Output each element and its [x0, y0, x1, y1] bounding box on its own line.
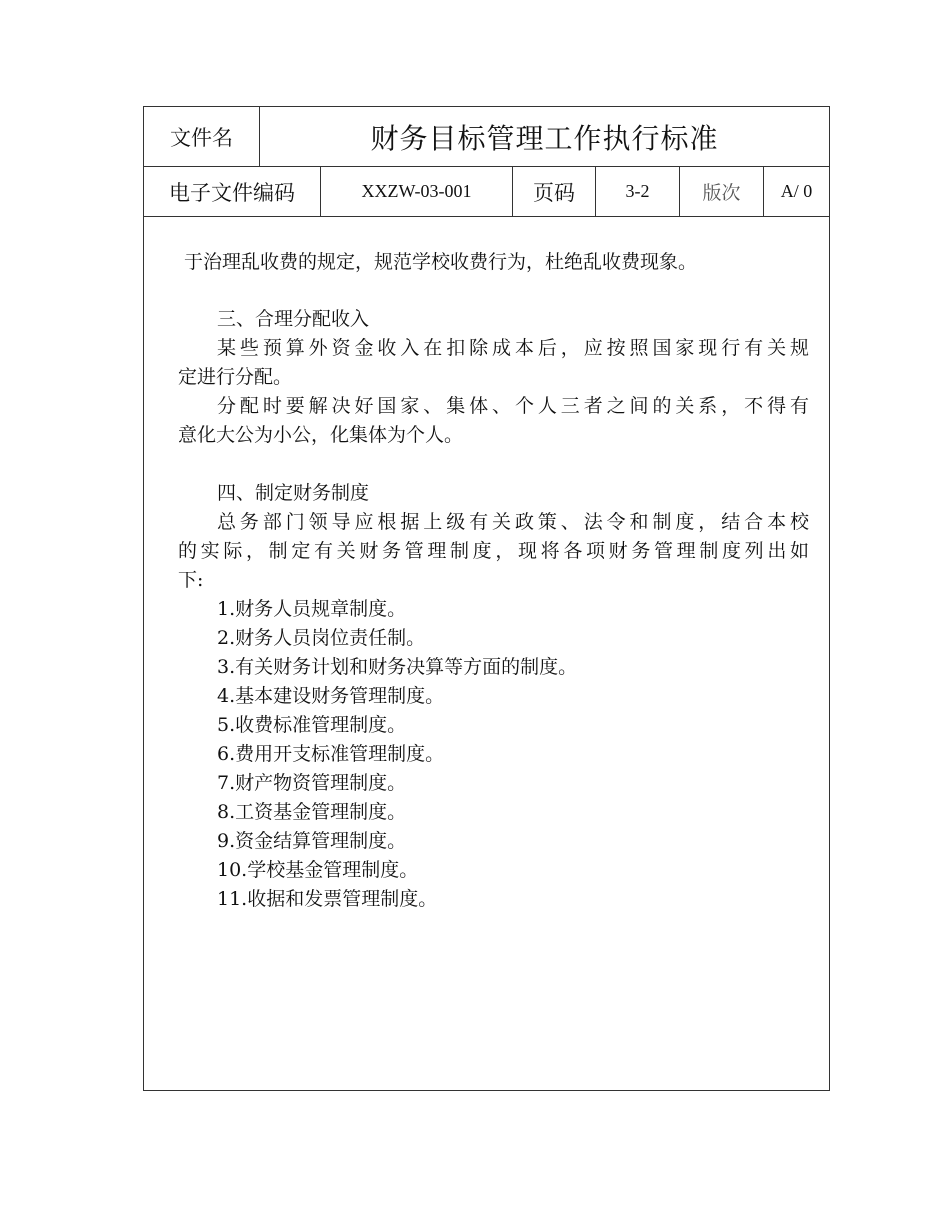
version-label: 版次 — [680, 167, 764, 216]
header-row-title — [144, 107, 829, 167]
document-title: 财务目标管理工作执行标准 — [370, 121, 719, 155]
list-item: 2.财务人员岗位责任制。 — [217, 627, 426, 649]
continuation-text: 于治理乱收费的规定，规范学校收费行为，杜绝乱收费现象。 — [184, 251, 698, 273]
list-item: 11.收据和发票管理制度。 — [217, 888, 438, 910]
page-label: 页码 — [513, 167, 596, 216]
section3-para1-line2: 定进行分配。 — [178, 366, 293, 388]
page-value: 3-2 — [596, 167, 680, 216]
code-value: XXZW-03-001 — [321, 167, 513, 216]
list-item: 3.有关财务计划和财务决算等方面的制度。 — [217, 656, 578, 678]
section3-heading: 三、合理分配收入 — [217, 308, 370, 330]
list-item: 4.基本建设财务管理制度。 — [217, 685, 445, 707]
file-name-label: 文件名 — [144, 107, 260, 166]
list-item: 10.学校基金管理制度。 — [217, 859, 419, 881]
list-item: 7.财产物资管理制度。 — [217, 772, 407, 794]
list-item: 9.资金结算管理制度。 — [217, 830, 407, 852]
section3-para2-line1: 分配时要解决好国家、集体、个人三者之间的关系，不得有 — [217, 395, 809, 417]
code-label: 电子文件编码 — [144, 167, 321, 216]
list-item: 1.财务人员规章制度。 — [217, 598, 407, 620]
section4-intro-line2: 的实际，制定有关财务管理制度，现将各项财务管理制度列出如 — [178, 540, 809, 562]
section3-para2-line2: 意化大公为小公，化集体为个人。 — [178, 424, 464, 446]
section3-para1-line1: 某些预算外资金收入在扣除成本后，应按照国家现行有关规 — [217, 337, 809, 359]
version-value: A/ 0 — [780, 181, 813, 201]
header-row-meta — [144, 167, 829, 217]
list-item: 5.收费标准管理制度。 — [217, 714, 407, 736]
section4-intro-line1: 总务部门领导应根据上级有关政策、法令和制度，结合本校 — [217, 511, 809, 533]
section4-intro-line3: 下: — [178, 569, 204, 591]
section4-heading: 四、制定财务制度 — [217, 482, 370, 504]
list-item: 6.费用开支标准管理制度。 — [217, 743, 445, 765]
list-item: 8.工资基金管理制度。 — [217, 801, 407, 823]
